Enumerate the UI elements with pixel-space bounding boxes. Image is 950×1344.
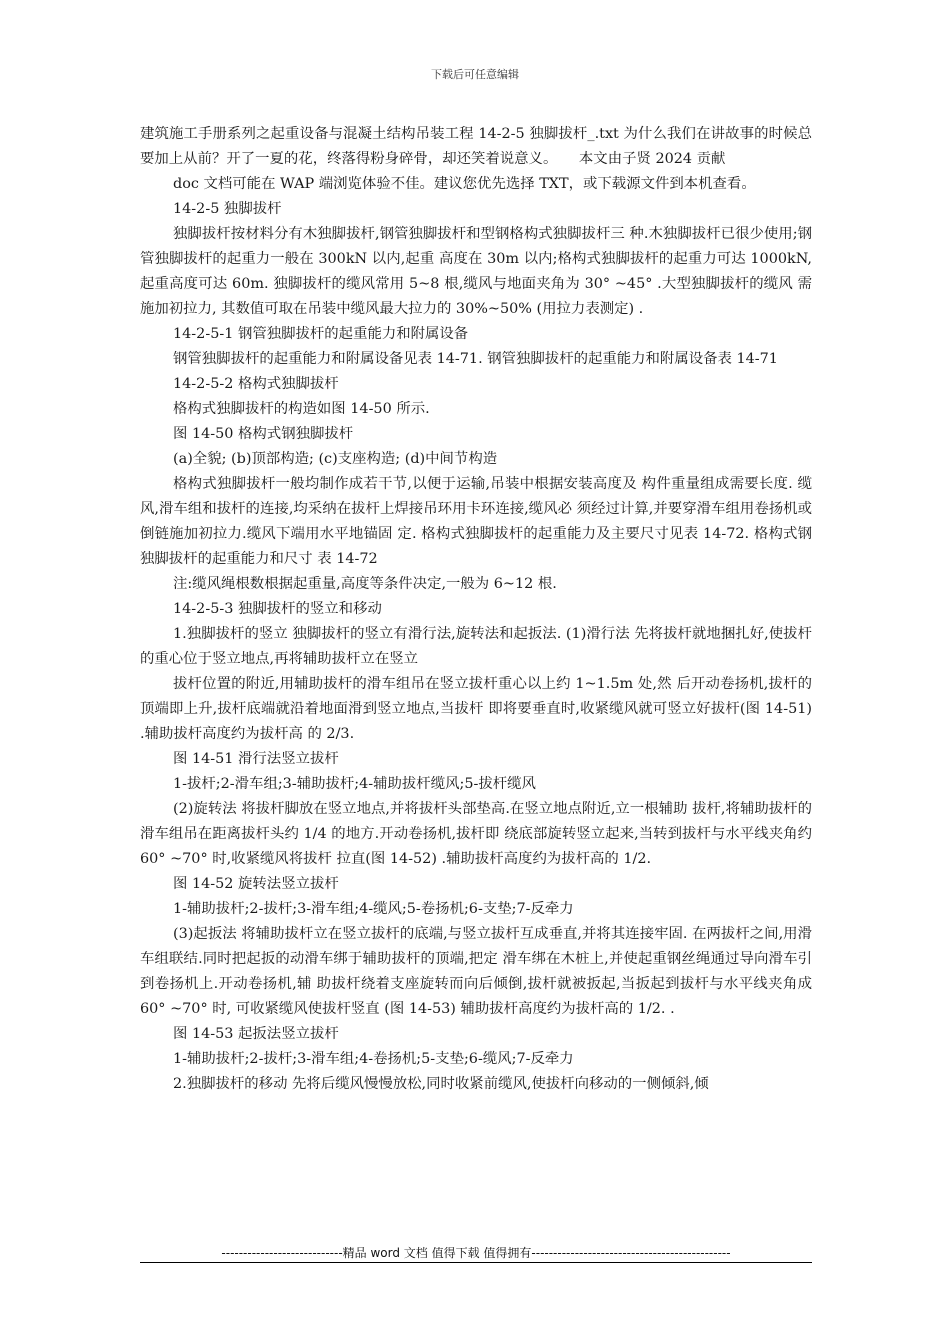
document-body (140, 122, 812, 1097)
paragraph: 图 14-50 格构式钢独脚拔杆 (173, 426, 354, 442)
paragraph: 拔杆位置的附近,用辅助拔杆的滑车组吊在竖立拔杆重心以上约 1~1.5m 处,然 后开动卷扬机,拔杆的顶端即上升,拔杆底端就沿着地面滑到竖立地点,当拔杆 即将要垂直时,收紧缆风就可竖立好拔杆(图 14-51) .辅助拔杆高度约为拔杆高 的 2/3. (140, 676, 812, 742)
page-header-note: 下载后可任意编辑 (431, 68, 519, 81)
paragraph: 图 14-52 旋转法竖立拔杆 (173, 876, 339, 892)
paragraph: 格构式独脚拔杆的构造如图 14-50 所示. (173, 401, 430, 417)
paragraph: (a)全貌; (b)顶部构造; (c)支座构造; (d)中间节构造 (173, 451, 498, 467)
paragraph: 图 14-51 滑行法竖立拔杆 (173, 751, 339, 767)
paragraph: 1.独脚拔杆的竖立 独脚拔杆的竖立有滑行法,旋转法和起扳法. (1)滑行法 先将拔杆就地捆扎好,使拔杆的重心位于竖立地点,再将辅助拔杆立在竖立 (140, 626, 812, 667)
paragraph: 格构式独脚拔杆一般均制作成若干节,以便于运输,吊装中根据安装高度及 构件重量组成需要长度. 缆风,滑车组和拔杆的连接,均采纳在拔杆上焊接吊环用卡环连接,缆风必 须经过计算,并要穿滑车组用卷扬机或倒链施加初拉力.缆风下端用水平地锚固 定. 格构式独脚拔杆的起重能力及主要尺寸见表 14-72. 格构式钢独脚拔杆的起重能力和尺寸 表 14-72 (140, 476, 812, 567)
paragraph: 14-2-5-3 独脚拔杆的竖立和移动 (173, 601, 382, 617)
paragraph: 1-辅助拔杆;2-拔杆;3-滑车组;4-卷扬机;5-支垫;6-缆风;7-反牵力 (173, 1051, 574, 1067)
paragraph: 图 14-53 起扳法竖立拔杆 (173, 1026, 339, 1042)
paragraph: 钢管独脚拔杆的起重能力和附属设备见表 14-71. 钢管独脚拔杆的起重能力和附属设备表 14-71 (173, 351, 778, 367)
paragraph: 1-辅助拔杆;2-拔杆;3-滑车组;4-缆风;5-卷扬机;6-支垫;7-反牵力 (173, 901, 574, 917)
paragraph: 注:缆风绳根数根据起重量,高度等条件决定,一般为 6~12 根. (173, 576, 557, 592)
paragraph: 独脚拔杆按材料分有木独脚拔杆,钢管独脚拔杆和型钢格构式独脚拔杆三 种.木独脚拔杆已很少使用;钢管独脚拔杆的起重力一般在 300kN 以内,起重 高度在 30m 以内;格构式独脚拔杆的起重力可达 1000kN,起重高度可达 60m. 独脚拔杆的缆风常用 5~8 根,缆风与地面夹角为 30° ~45° .大型独脚拔杆的缆风 需施加初拉力, 其数值可取在吊装中缆风最大拉力的 30%~50% (用拉力表测定) . (140, 226, 812, 317)
paragraph: 2.独脚拔杆的移动 先将后缆风慢慢放松,同时收紧前缆风,使拔杆向移动的一侧倾斜,倾 (173, 1076, 709, 1092)
footer-rule (140, 1262, 812, 1263)
paragraph: 1-拔杆;2-滑车组;3-辅助拔杆;4-辅助拔杆缆风;5-拔杆缆风 (173, 776, 536, 792)
paragraph: 14-2-5-1 钢管独脚拔杆的起重能力和附属设备 (173, 326, 469, 342)
paragraph: doc 文档可能在 WAP 端浏览体验不佳。建议您优先选择 TXT，或下载源文件到本机查看。 (173, 176, 756, 192)
paragraph: 14-2-5 独脚拔杆 (173, 201, 282, 217)
page-footer-note: ----------------------------精品 word 文档 值得下载 值得拥有---------------------------------------------- (221, 1246, 731, 1260)
paragraph: (2)旋转法 将拔杆脚放在竖立地点,并将拔杆头部垫高.在竖立地点附近,立一根辅助 拔杆,将辅助拔杆的滑车组吊在距离拔杆头约 1/4 的地方.开动卷扬机,拔杆即 绕底部旋转竖立起来,当转到拔杆与水平线夹角约 60° ~70° 时,收紧缆风将拔杆 拉直(图 14-52) .辅助拔杆高度约为拔杆高的 1/2. (140, 801, 812, 867)
paragraph: (3)起扳法 将辅助拔杆立在竖立拔杆的底端,与竖立拔杆互成垂直,并将其连接牢固. 在两拔杆之间,用滑车组联结.同时把起扳的动滑车绑于辅助拔杆的顶端,把定 滑车绑在木桩上,并使起重钢丝绳通过导向滑车引到卷扬机上.开动卷扬机,辅 助拔杆绕着支座旋转而向后倾倒,拔杆就被扳起,当扳起到拔杆与水平线夹角成 60° ~70° 时, 可收紧缆风使拔杆竖直 (图 14-53) 辅助拔杆高度约为拔杆高的 1/2. . (140, 926, 812, 1017)
paragraph: 14-2-5-2 格构式独脚拔杆 (173, 376, 339, 392)
paragraph: 建筑施工手册系列之起重设备与混凝土结构吊装工程 14-2-5 独脚拔杆_.txt 为什么我们在讲故事的时候总要加上从前？开了一夏的花，终落得粉身碎骨，却还笑着说意义。 本文由子贤 2024 贡献 (140, 126, 812, 167)
